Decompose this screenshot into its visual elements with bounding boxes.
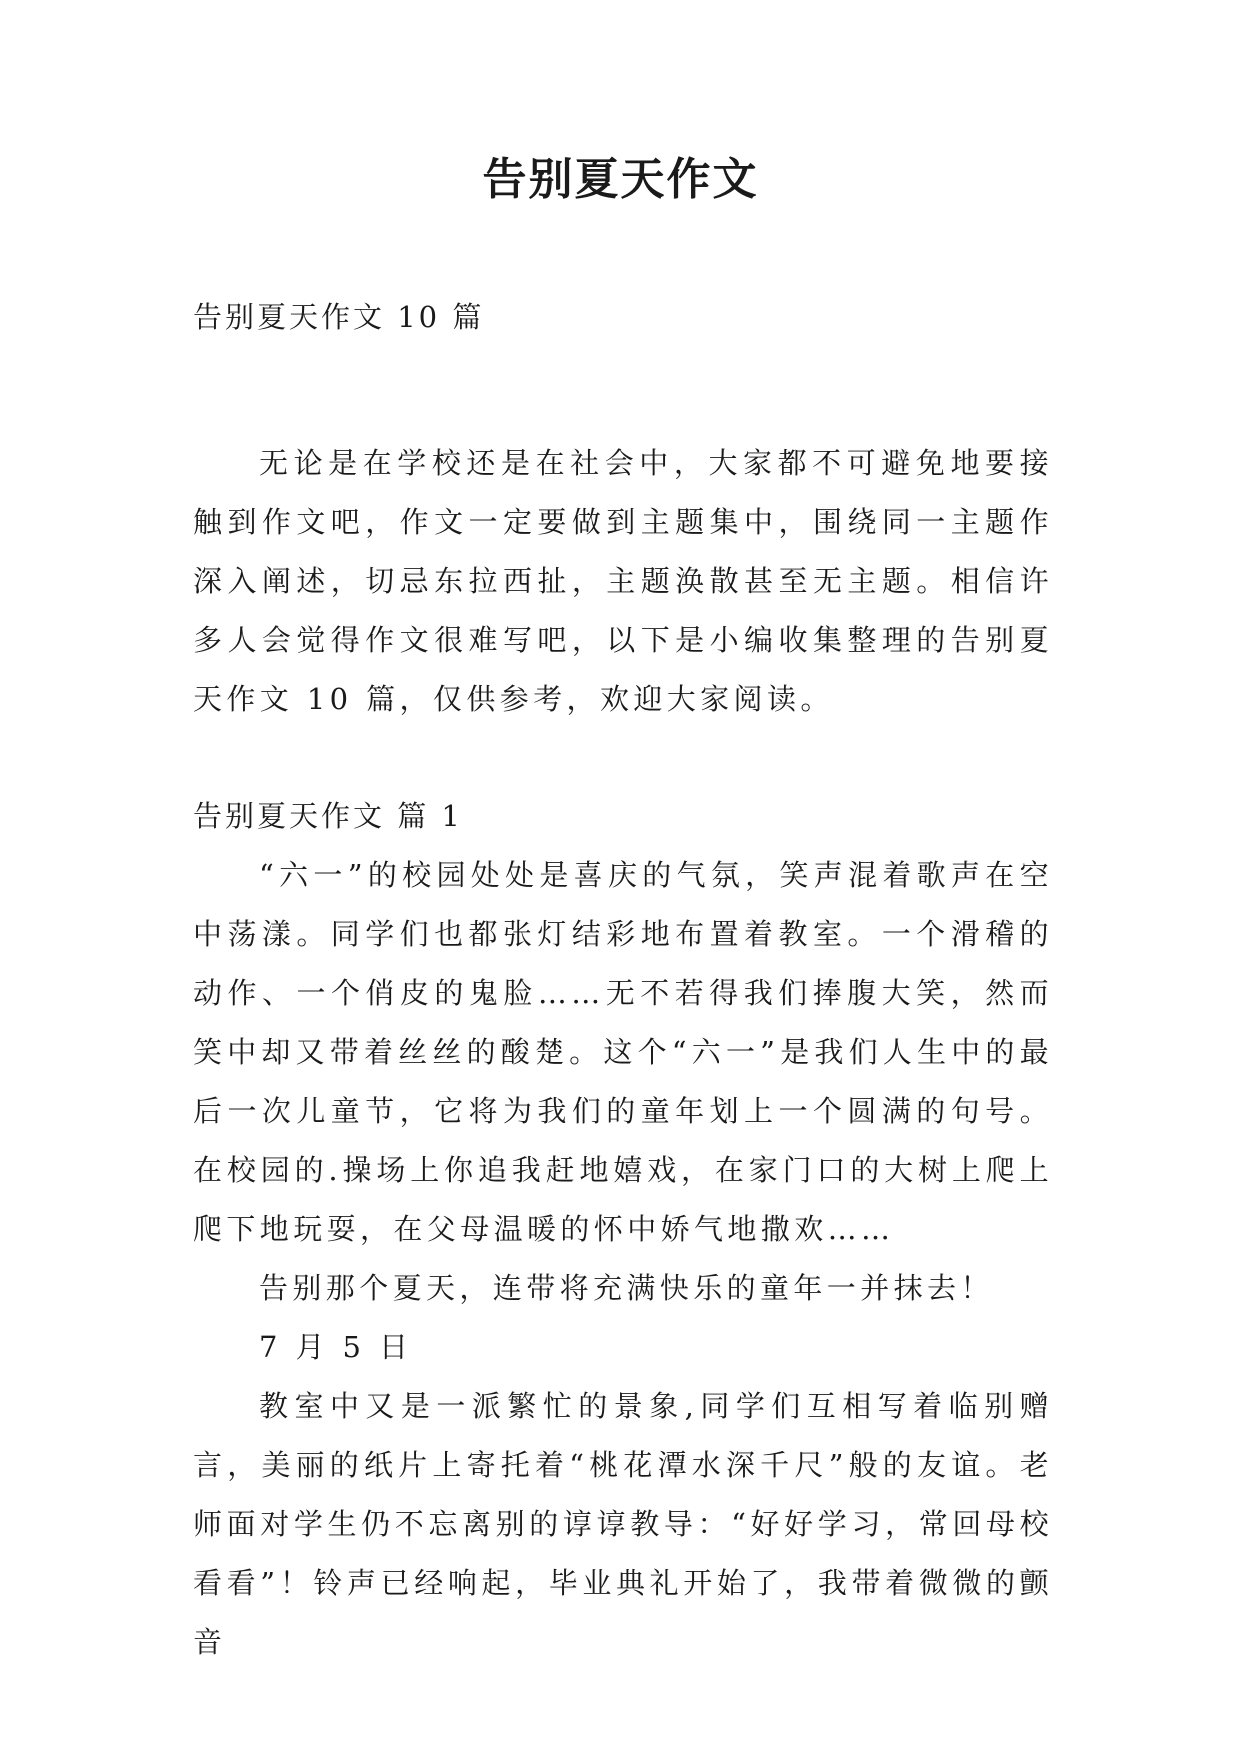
document-body: [193, 288, 1053, 1672]
body-paragraph-3: 教室中又是一派繁忙的景象,同学们互相写着临别赠言，美丽的纸片上寄托着“桃花潭水深千尺”般的友谊。老师面对学生仍不忘离别的谆谆教导：“好好学习，常回母校看看”！铃声已经响起，毕业典礼开始了，我带着微微的颤音: [193, 1389, 1053, 1659]
document-title: 告别夏天作文: [482, 154, 759, 205]
date-line: 7 月 5 日: [259, 1330, 413, 1364]
document-subtitle: 告别夏天作文 10 篇: [193, 300, 485, 334]
section-heading: 告别夏天作文 篇 1: [193, 799, 463, 833]
body-paragraph-2: 告别那个夏天，连带将充满快乐的童年一并抹去！: [259, 1271, 994, 1305]
intro-paragraph: 无论是在学校还是在社会中，大家都不可避免地要接触到作文吧，作文一定要做到主题集中，围绕同一主题作深入阐述，切忌东拉西扯，主题涣散甚至无主题。相信许多人会觉得作文很难写吧，以下是小编收集整理的告别夏天作文 10 篇，仅供参考，欢迎大家阅读。: [193, 446, 1053, 716]
body-paragraph-1: “六一”的校园处处是喜庆的气氛，笑声混着歌声在空中荡漾。同学们也都张灯结彩地布置着教室。一个滑稽的动作、一个俏皮的鬼脸……无不若得我们捧腹大笑，然而笑中却又带着丝丝的酸楚。这个“六一”是我们人生中的最后一次儿童节，它将为我们的童年划上一个圆满的句号。在校园的.操场上你追我赶地嬉戏，在家门口的大树上爬上爬下地玩耍，在父母温暖的怀中娇气地撒欢……: [193, 858, 1053, 1246]
